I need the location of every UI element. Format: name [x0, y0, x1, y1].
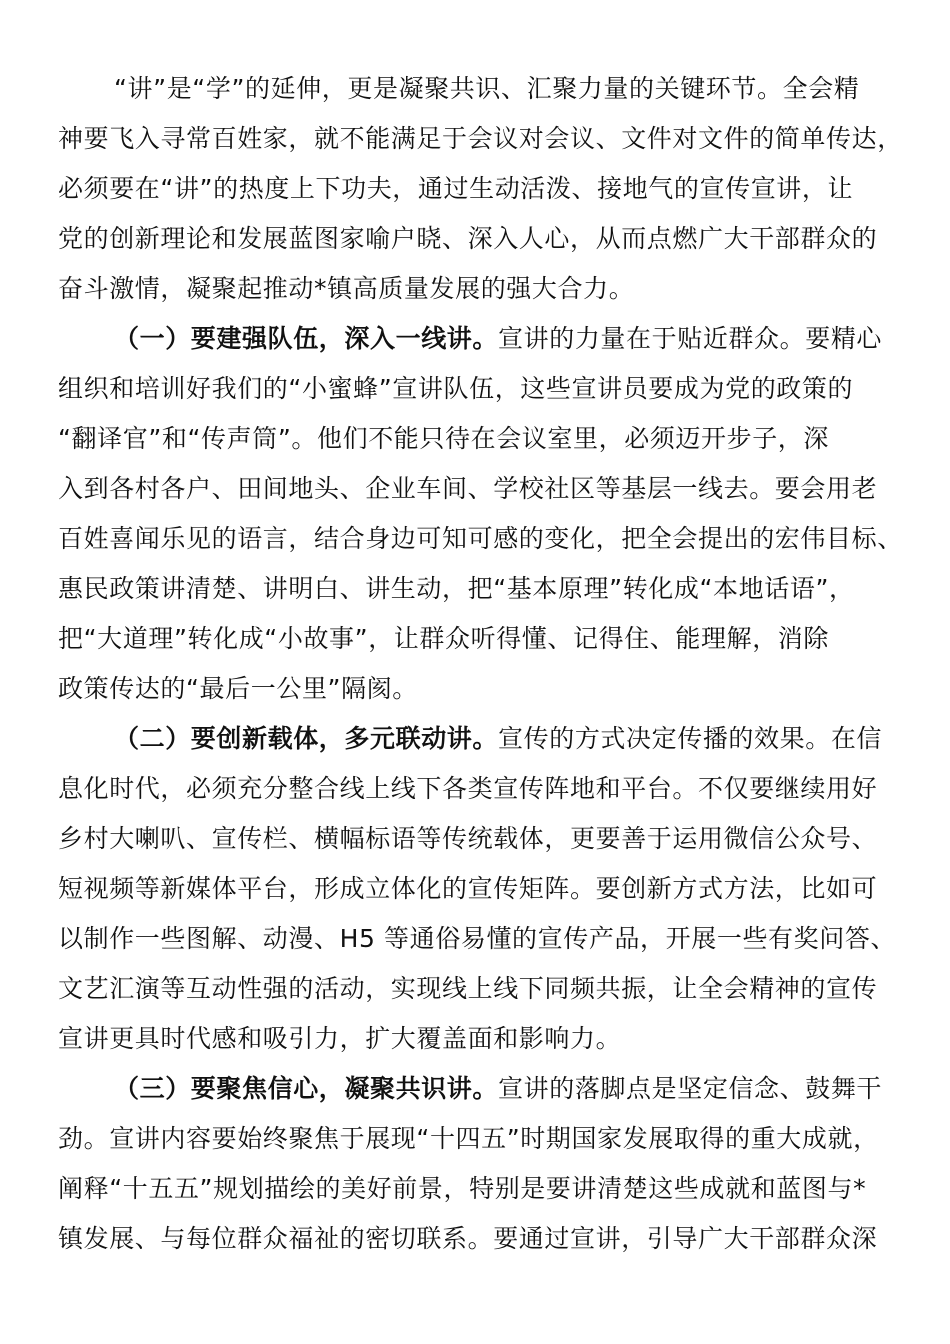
text-line: 政策传达的“最后一公里”隔阂。 — [58, 674, 418, 703]
section-heading: （三）要聚焦信心，凝聚共识讲。 — [114, 1074, 499, 1103]
text-line: 奋斗激情，凝聚起推动*镇高质量发展的强大合力。 — [58, 274, 635, 303]
paragraph-section-1 — [58, 314, 903, 714]
text-line: 息化时代，必须充分整合线上线下各类宣传阵地和平台。不仅要继续用好 — [58, 774, 878, 803]
text-line: 必须要在“讲”的热度上下功夫，通过生动活泼、接地气的宣传宣讲，让 — [58, 174, 854, 203]
paragraph-section-2 — [58, 714, 897, 1064]
text-line: 惠民政策讲清楚、讲明白、讲生动，把“基本原理”转化成“本地话语”， — [58, 574, 855, 603]
text-line: 把“大道理”转化成“小故事”，让群众听得懂、记得住、能理解，消除 — [58, 624, 830, 653]
text-line: 阐释“十五五”规划描绘的美好前景，特别是要讲清楚这些成就和蓝图与* — [58, 1174, 867, 1203]
text-line: 乡村大喇叭、宣传栏、横幅标语等传统载体，更要善于运用微信公众号、 — [58, 824, 878, 853]
text-line: 以制作一些图解、动漫、H5 等通俗易懂的宣传产品，开展一些有奖问答、 — [58, 924, 897, 953]
text-line: 文艺汇演等互动性强的活动，实现线上线下同频共振，让全会精神的宣传 — [58, 974, 878, 1003]
paragraph-section-3 — [58, 1064, 888, 1264]
text-line: 劲。宣讲内容要始终聚焦于展现“十四五”时期国家发展取得的重大成就， — [58, 1124, 879, 1153]
text-line — [58, 714, 888, 764]
text-line: 镇发展、与每位群众福祉的密切联系。要通过宣讲，引导广大干部群众深 — [58, 1224, 878, 1253]
text-line — [58, 1064, 888, 1114]
text-line: 短视频等新媒体平台，形成立体化的宣传矩阵。要创新方式方法，比如可 — [58, 874, 878, 903]
document-page — [58, 64, 903, 1264]
text-run: 宣讲的落脚点是坚定信念、鼓舞干 — [498, 1074, 883, 1103]
text-line: “翻译官”和“传声筒”。他们不能只待在会议室里，必须迈开步子，深 — [58, 424, 830, 453]
text-line — [58, 314, 888, 364]
text-line: 宣讲更具时代感和吸引力，扩大覆盖面和影响力。 — [58, 1024, 622, 1053]
text-run: 宣讲的力量在于贴近群众。要精心 — [498, 324, 883, 353]
paragraph-intro — [58, 64, 903, 314]
section-heading: （一）要建强队伍，深入一线讲。 — [114, 324, 499, 353]
text-line: 百姓喜闻乐见的语言，结合身边可知可感的变化，把全会提出的宏伟目标、 — [58, 524, 903, 553]
text-run: 宣传的方式决定传播的效果。在信 — [498, 724, 883, 753]
text-line: “讲”是“学”的延伸，更是凝聚共识、汇聚力量的关键环节。全会精 — [114, 74, 860, 103]
section-heading: （二）要创新载体，多元联动讲。 — [114, 724, 499, 753]
text-line: 神要飞入寻常百姓家，就不能满足于会议对会议、文件对文件的简单传达， — [58, 124, 903, 153]
text-line: 入到各村各户、田间地头、企业车间、学校社区等基层一线去。要会用老 — [58, 474, 878, 503]
text-line: 党的创新理论和发展蓝图家喻户晓、深入人心，从而点燃广大干部群众的 — [58, 224, 878, 253]
text-line: 组织和培训好我们的“小蜜蜂”宣讲队伍，这些宣讲员要成为党的政策的 — [58, 374, 854, 403]
